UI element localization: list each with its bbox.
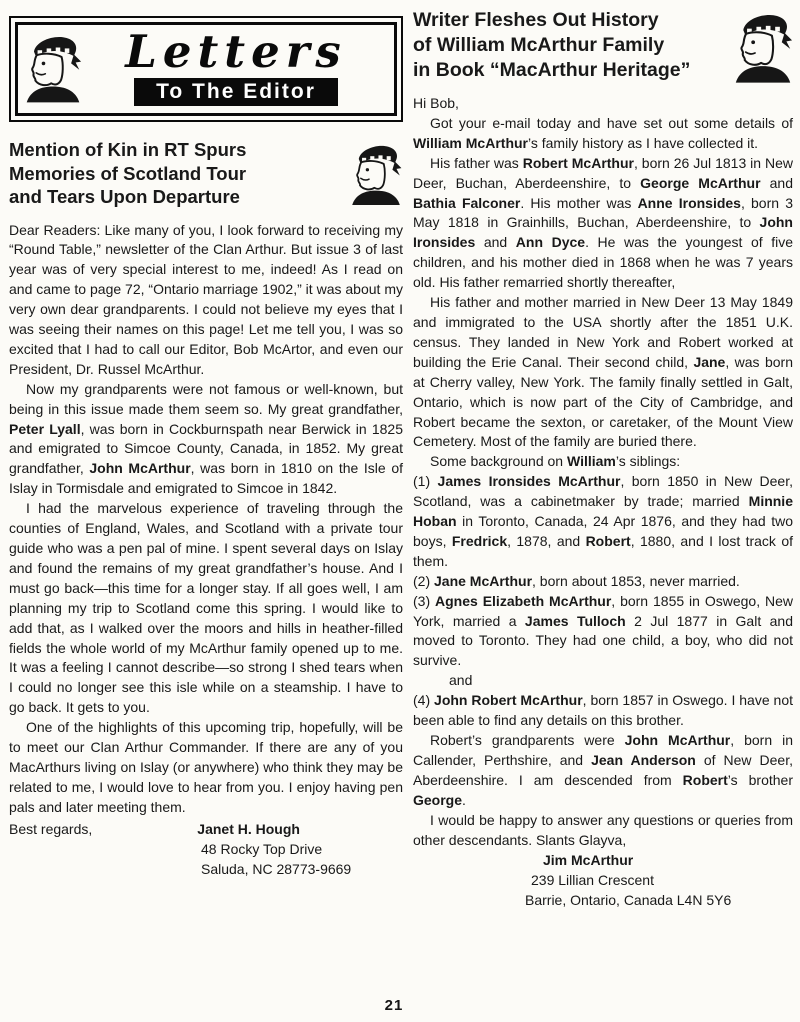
paragraph: (3) Agnes Elizabeth McArthur, born 1855 in Oswego, New York, married a James Tulloch 2 Jul 1877 in Galt and moved to Toronto. They had one child, a boy, who did not survive.: [413, 592, 793, 669]
paragraph: 48 Rocky Top Drive: [201, 840, 323, 857]
masthead-text: [86, 25, 386, 106]
clansman-bust-icon: [733, 8, 793, 84]
clansman-bust-icon: [349, 141, 403, 205]
paragraph: Now my grandparents were not famous or well-known, but being in this issue made them seem so. My great grandfather, Peter Lyall, was born in Cockburnspath near Berwick in 1825 and emigrated to Simcoe County, Canada, in 1852. My great grandfather, John McArthur, was born in 1810 on the Isle of Islay in Tormisdale and emigrated to Simcoe in 1842.: [9, 380, 403, 497]
page-number: 21: [384, 997, 404, 1014]
paragraph: Dear Readers: Like many of you, I look forward to receiving my “Round Table,” newsletter of the Clan Arthur. But issue 3 of last year was of very special interest to me, indeed! As I read on and came to page 72, “Ontario marriage 1902,” it was about my very own dear grandparents. I could not believe my eyes that I was seeing their names on this page! Let me tell you, I was so excited that I had to call our Editor, Bob McArtor, and even our President, Dr. Russel McArthur.: [9, 221, 403, 377]
paragraph: (4) John Robert McArthur, born 1857 in Oswego. I have not been able to find any details on this brother.: [413, 692, 794, 729]
masthead-title: Letters: [125, 25, 347, 78]
right-article-signature: [413, 851, 793, 911]
paragraph: Memories of Scotland Tour: [9, 162, 247, 184]
paragraph: Writer Fleshes Out History: [413, 9, 659, 31]
paragraph: (1) James Ironsides McArthur, born 1850 in New Deer, Scotland, was a cabinetmaker by trade; married Minnie Hoban in Toronto, Canada, 24 Apr 1876, and they had two boys, Fredrick, 1878, and Robert, 1880, and I lost track of them.: [413, 473, 793, 569]
paragraph: in Book “MacArthur Heritage”: [413, 59, 691, 81]
paragraph: I had the marvelous experience of traveling through the counties of England, Wales, and Scotland with a private tour guide who was a pen pal of mine. I spent several days on Islay and found the remains of my great grandfather’s house. And I must go back—this time for a longer stay. If all goes well, I am planning my trip to Scotland come this spring. I would like to add that, as I walked over the moors and hills in heather-filled fields the whole world of my McArthur family opened up to me. It was a feeling I cannot describe—so strong I shed tears when I could no longer see this isle while on a steamship. I have to go back. It gets to you.: [9, 500, 403, 716]
paragraph: (2) Jane McArthur, born about 1853, never married.: [413, 572, 740, 589]
paragraph: Best regards, Janet H. Hough: [9, 820, 300, 837]
paragraph: His father was Robert McArthur, born 26 Jul 1813 in New Deer, Buchan, Aberdeenshire, to George McArthur and Bathia Falconer. His mother was Anne Ironsides, born 3 May 1818 in Grainhills, Buchan, Aberdeenshire, to John Ironsides and Ann Dyce. He was the youngest of five children, and his mother died in 1868 when he was 7 years old. His father remarried shortly thereafter,: [413, 154, 794, 291]
left-article-header: [9, 138, 403, 209]
right-column: [413, 8, 793, 911]
left-article-body: [9, 221, 403, 818]
paragraph: Barrie, Ontario, Canada L4N 5Y6: [525, 892, 732, 909]
right-article-header: [413, 8, 793, 84]
paragraph: and Tears Upon Departure: [9, 186, 240, 207]
paragraph: Robert’s grandparents were John McArthur, born in Callender, Perthshire, and Jean Anderson of New Deer, Aberdeenshire. I am descended from Robert’s brother George.: [413, 732, 793, 808]
right-article-heading: [413, 8, 729, 83]
left-article-signoff: [9, 820, 403, 880]
paragraph: and: [449, 672, 473, 689]
clansman-bust-icon: [24, 31, 82, 103]
paragraph: Saluda, NC 28773-9669: [201, 860, 352, 877]
right-article-body: [413, 94, 793, 850]
paragraph: His father and mother married in New Deer 13 May 1849 and immigrated to the USA shortly after the 1851 U.K. census. They landed in New York and Robert worked at building the Erie Canal. Their second child, Jane, was born at Cherry valley, New York. The family finally settled in Galt, Ontario, which is now part of the City of Cambridge, and Robert became the sexton, or caretaker, of the Mount View Cemetery. Most of the family are buried there.: [413, 294, 793, 450]
paragraph: Got your e-mail today and have set out some details of William McArthur’s family history as I have collected it.: [413, 114, 793, 151]
paragraph: I would be happy to answer any questions or queries from other descendants. Slants Glayva,: [413, 811, 793, 848]
paragraph: One of the highlights of this upcoming trip, hopefully, will be to meet our Clan Arthur Commander. If there are any of you MacArthurs living on Islay (or anywhere) who think they may be related to me, I would love to hear from you. I enjoy having pen pals and later meeting them.: [9, 719, 403, 815]
masthead-inner-frame: [15, 22, 397, 116]
paragraph: Hi Bob,: [413, 95, 459, 111]
letters-masthead: [9, 16, 403, 122]
left-column: [9, 16, 403, 879]
paragraph: Mention of Kin in RT Spurs: [9, 139, 247, 160]
paragraph: of William McArthur Family: [413, 34, 665, 56]
masthead-subtitle: To The Editor: [134, 78, 338, 106]
paragraph: Jim McArthur: [543, 852, 634, 869]
left-article-heading: [9, 138, 345, 209]
paragraph: Some background on William’s siblings:: [430, 453, 681, 470]
paragraph: 239 Lillian Crescent: [531, 872, 654, 889]
